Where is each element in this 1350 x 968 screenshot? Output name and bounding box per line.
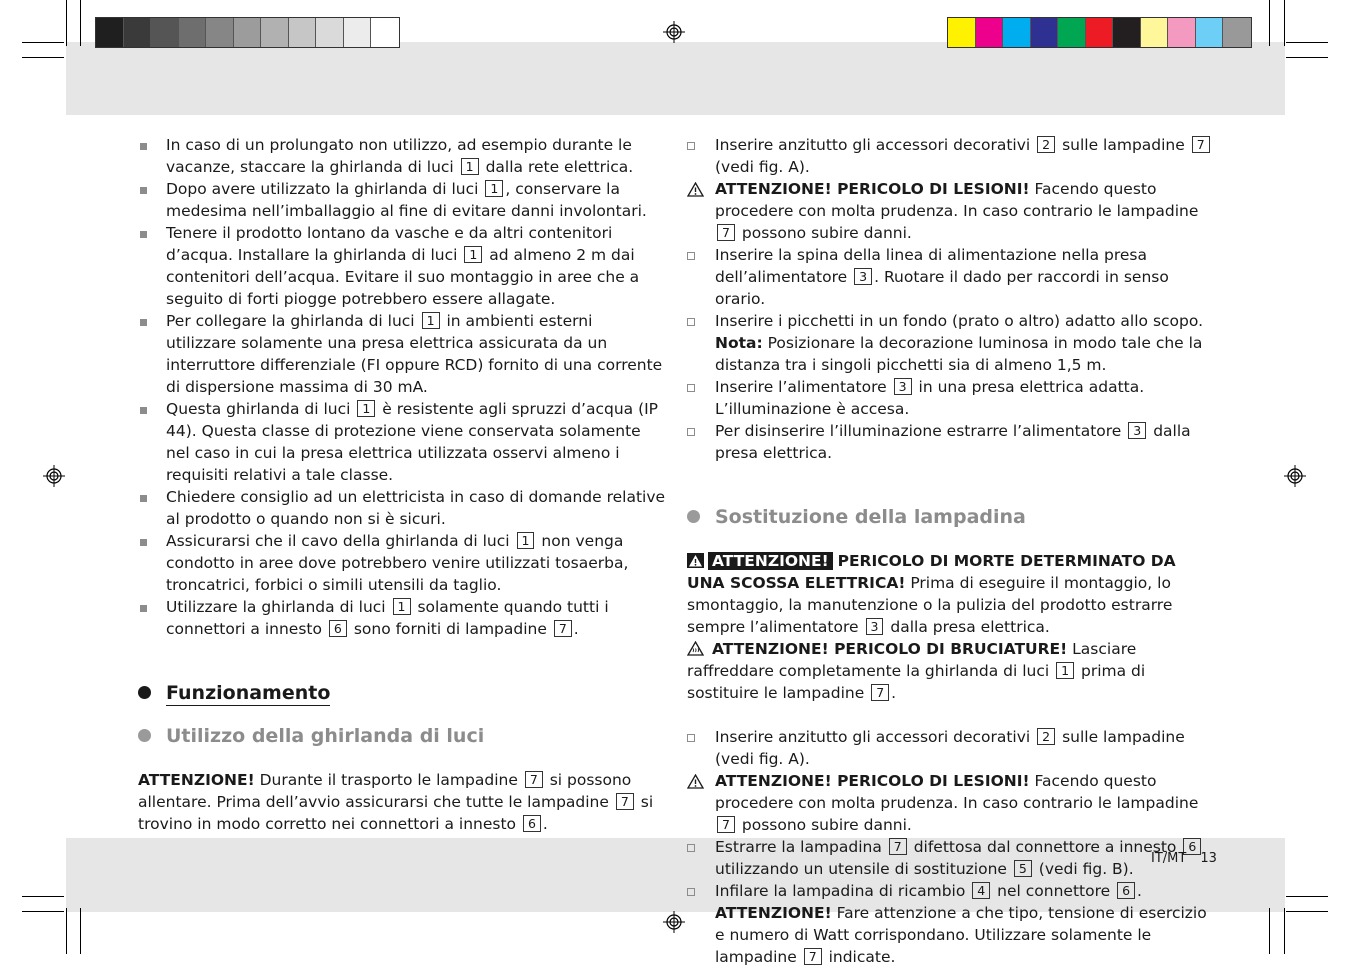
list-item: Infilare la lampadina di ricambio 4 nel connettore 6 . ATTENZIONE! Fare attenzione a che tipo, tensione di esercizio e numero di Watt corrispondano. Utilizzare solamente le lampadine 7 indicate.	[687, 880, 1215, 968]
list-item: Chiedere consiglio ad un elettricista in caso di domande relative al prodotto o quando non si è sicuri.	[138, 486, 666, 530]
color-swatch	[1086, 18, 1114, 47]
ref-number: 7	[717, 224, 735, 241]
color-swatch	[179, 18, 207, 47]
left-column	[138, 134, 666, 835]
color-swatch	[96, 18, 124, 47]
grayscale-calibration-strip	[95, 17, 400, 48]
ref-number: 7	[554, 620, 572, 637]
box-bullet-icon	[687, 888, 695, 896]
color-calibration-strip	[947, 17, 1252, 48]
list-item: Inserire i picchetti in un fondo (prato o altro) adatto allo scopo. Nota: Posizionare la decorazione luminosa in modo tale che la distanza tra i singoli picchetti sia di almeno 1,5 m.	[687, 310, 1215, 376]
square-bullet-icon	[140, 319, 147, 326]
ref-number: 7	[871, 684, 889, 701]
color-swatch	[1141, 18, 1169, 47]
ref-number: 1	[1056, 662, 1074, 679]
list-item: Per collegare la ghirlanda di luci 1 in ambienti esterni utilizzare solamente una presa elettrica assicurata da un interruttore differenziale (FI oppure RCD) fornito di una corrente di dispersione massima di 30 mA.	[138, 310, 666, 398]
ref-number: 1	[357, 400, 375, 417]
list-item: Tenere il prodotto lontano da vasche e da altri contenitori d’acqua. Installare la ghirlanda di luci 1 ad almeno 2 m dai contenitori dell’acqua. Evitare il suo montaggio in aree che a seguito di forti piogge potrebbero essere allagate.	[138, 222, 666, 310]
list-item: Estrarre la lampadina 7 difettosa dal connettore a innesto 6 utilizzando un utensile di sostituzione 5 (vedi fig. B).	[687, 836, 1215, 880]
ref-number: 1	[464, 246, 482, 263]
injury-warning: ATTENZIONE! PERICOLO DI LESIONI! Facendo questo procedere con molta prudenza. In caso contrario le lampadine 7 possono subire danni.	[687, 178, 1215, 244]
ref-number: 7	[889, 838, 907, 855]
color-swatch	[344, 18, 372, 47]
ref-number: 1	[517, 532, 535, 549]
registration-mark-icon	[663, 21, 685, 43]
heading-dot-icon	[687, 510, 700, 523]
page-number: 13	[1200, 851, 1217, 866]
ref-number: 3	[894, 378, 912, 395]
color-swatch	[316, 18, 344, 47]
box-bullet-icon	[687, 844, 695, 852]
attention-badge: ATTENZIONE!	[708, 552, 833, 570]
list-item: Inserire anzitutto gli accessori decorativi 2 sulle lampadine (vedi fig. A).	[687, 726, 1215, 770]
registration-mark-icon	[663, 911, 685, 933]
transport-warning-paragraph: ATTENZIONE! Durante il trasporto le lampadine 7 si possono allentare. Prima dell’avvio assicurarsi che tutte le lampadine 7 si trovino in modo corretto nei connettori a innesto 6 .	[138, 771, 654, 833]
injury-warning: ATTENZIONE! PERICOLO DI LESIONI! Facendo questo procedere con molta prudenza. In caso contrario le lampadine 7 possono subire danni.	[687, 770, 1215, 836]
list-item: Questa ghirlanda di luci 1 è resistente agli spruzzi d’acqua (IP 44). Questa classe di protezione viene conservata solamente nel caso in cui la presa elettrica utilizzata osservi almeno i requisiti relativi a tale classe.	[138, 398, 666, 486]
square-bullet-icon	[140, 605, 147, 612]
ref-number: 6	[523, 815, 541, 832]
ref-number: 2	[1037, 136, 1055, 153]
color-swatch	[234, 18, 262, 47]
square-bullet-icon	[140, 231, 147, 238]
color-swatch	[1058, 18, 1086, 47]
section-heading-funzionamento: Funzionamento	[138, 680, 666, 706]
warning-triangle-icon	[687, 774, 704, 789]
ref-number: 7	[717, 816, 735, 833]
section-heading-sostituzione: Sostituzione della lampadina	[687, 504, 1215, 530]
warning-triangle-icon	[687, 182, 704, 197]
ref-number: 1	[422, 312, 440, 329]
square-bullet-icon	[140, 539, 147, 546]
list-item: Inserire anzitutto gli accessori decorativi 2 sulle lampadine 7 (vedi fig. A).	[687, 134, 1215, 178]
box-bullet-icon	[687, 252, 695, 260]
square-bullet-icon	[140, 143, 147, 150]
warning-triangle-icon	[687, 553, 704, 568]
ref-number: 6	[1117, 882, 1135, 899]
registration-mark-icon	[43, 465, 65, 487]
box-bullet-icon	[687, 384, 695, 392]
safety-list	[138, 134, 666, 640]
burn-warning: ATTENZIONE! PERICOLO DI BRUCIATURE! Lasciare raffreddare completamente la ghirlanda di luci 1 prima di sostituire le lampadine 7 .	[687, 640, 1146, 702]
hot-surface-warning-icon	[687, 641, 704, 656]
list-item: Assicurarsi che il cavo della ghirlanda di luci 1 non venga condotto in aree dove potrebbero venire utilizzati tosaerba, troncatrici, forbici o simili utensili da taglio.	[138, 530, 666, 596]
square-bullet-icon	[140, 407, 147, 414]
ref-number: 1	[393, 598, 411, 615]
color-swatch	[948, 18, 976, 47]
color-swatch	[1031, 18, 1059, 47]
ref-number: 1	[485, 180, 503, 197]
color-swatch	[1223, 18, 1251, 47]
heading-dot-icon	[138, 686, 151, 699]
list-item: Inserire l’alimentatore 3 in una presa elettrica adatta. L’illuminazione è accesa.	[687, 376, 1215, 420]
ref-number: 5	[1014, 860, 1032, 877]
color-swatch	[371, 18, 399, 47]
ref-number: 3	[854, 268, 872, 285]
color-swatch	[261, 18, 289, 47]
color-swatch	[1196, 18, 1224, 47]
color-swatch	[289, 18, 317, 47]
ref-number: 7	[1192, 136, 1210, 153]
color-swatch	[151, 18, 179, 47]
language-code: IT/MT	[1151, 851, 1187, 866]
ref-number: 1	[461, 158, 479, 175]
page-footer	[1151, 851, 1217, 866]
box-bullet-icon	[687, 734, 695, 742]
list-item: In caso di un prolungato non utilizzo, ad esempio durante le vacanze, staccare la ghirlanda di luci 1 dalla rete elettrica.	[138, 134, 666, 178]
color-swatch	[1168, 18, 1196, 47]
ref-number: 7	[525, 771, 543, 788]
heading-dot-icon	[138, 729, 151, 742]
electric-shock-danger: ATTENZIONE! PERICOLO DI MORTE DETERMINATO DA UNA SCOSSA ELETTRICA! Prima di eseguire il montaggio, lo smontaggio, la manutenzione o la pulizia del prodotto estrarre sempre l’alimentatore 3 dalla presa elettrica.	[687, 552, 1176, 636]
color-swatch	[124, 18, 152, 47]
subsection-heading-utilizzo: Utilizzo della ghirlanda di luci	[138, 723, 666, 749]
ref-number: 7	[616, 793, 634, 810]
color-swatch	[976, 18, 1004, 47]
box-bullet-icon	[687, 318, 695, 326]
list-item: Utilizzare la ghirlanda di luci 1 solamente quando tutti i connettori a innesto 6 sono forniti di lampadine 7 .	[138, 596, 666, 640]
list-item: Inserire la spina della linea di alimentazione nella presa dell’alimentatore 3 . Ruotare il dado per raccordi in senso orario.	[687, 244, 1215, 310]
color-swatch	[1003, 18, 1031, 47]
square-bullet-icon	[140, 187, 147, 194]
ref-number: 2	[1037, 728, 1055, 745]
ref-number: 6	[329, 620, 347, 637]
right-column	[687, 134, 1215, 968]
ref-number: 3	[866, 618, 884, 635]
top-gray-band	[66, 42, 1285, 115]
square-bullet-icon	[140, 495, 147, 502]
list-item: Dopo avere utilizzato la ghirlanda di luci 1 , conservare la medesima nell’imballaggio al fine di evitare danni involontari.	[138, 178, 666, 222]
ref-number: 6	[1183, 838, 1201, 855]
box-bullet-icon	[687, 428, 695, 436]
ref-number: 4	[972, 882, 990, 899]
color-swatch	[206, 18, 234, 47]
ref-number: 3	[1128, 422, 1146, 439]
registration-mark-icon	[1284, 465, 1306, 487]
ref-number: 7	[804, 948, 822, 965]
box-bullet-icon	[687, 142, 695, 150]
color-swatch	[1113, 18, 1141, 47]
list-item: Per disinserire l’illuminazione estrarre l’alimentatore 3 dalla presa elettrica.	[687, 420, 1215, 464]
